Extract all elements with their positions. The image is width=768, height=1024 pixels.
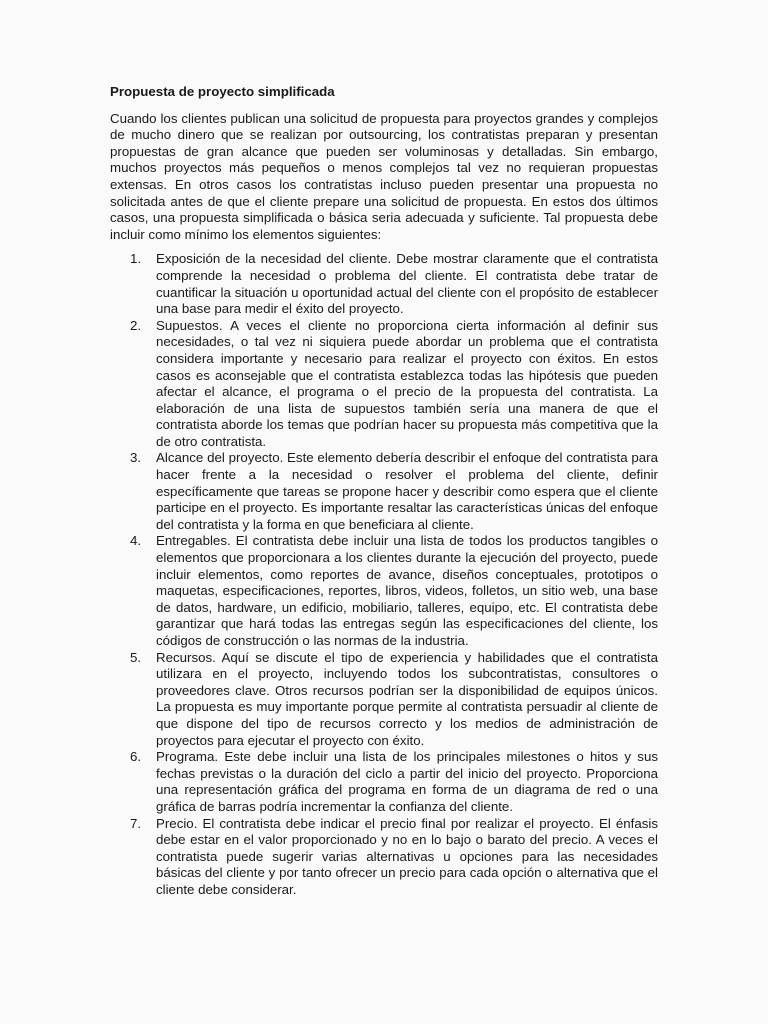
list-item-number: 2. <box>130 317 142 333</box>
list-item <box>110 650 658 750</box>
list-item-text: Supuestos. A veces el cliente no proporciona cierta información al definir sus necesidades, o tal vez ni siquiera puede abordar un problema que el contratista considera importante y necesario para realizar el proyecto con éxitos. En estos casos es aconsejable que el contratista establezca todas las hipótesis que pueden afectar el alcance, el programa o el precio de la propuesta del contratista. La elaboración de una lista de supuestos también sería una manera de que el contratista aborde los temas que podrían hacer su propuesta más competitiva que la de otro contratista. <box>156 317 658 449</box>
list-item-number: 7. <box>130 815 142 831</box>
list-item <box>110 749 658 815</box>
list-item-text: Exposición de la necesidad del cliente. Debe mostrar claramente que el contratista comprende la necesidad o problema del cliente. El contratista debe tratar de cuantificar la situación u oportunidad actual del cliente con el propósito de establecer una base para medir el éxito del proyecto. <box>156 251 658 317</box>
list-item <box>110 816 658 899</box>
elements-list <box>110 251 658 898</box>
intro-paragraph: Cuando los clientes publican una solicitud de propuesta para proyectos grandes y complejos de mucho dinero que se realizan por outsourcing, los contratistas preparan y presentan propuestas de gran alcance que pueden ser voluminosas y detalladas. Sin embargo, muchos proyectos más pequeños o menos complejos tal vez no requieran propuestas extensas. En otros casos los contratistas incluso pueden presentar una propuesta no solicitada antes de que el cliente prepare una solicitud de propuesta. En estos dos últimos casos, una propuesta simplificada o básica seria adecuada y suficiente. Tal propuesta debe incluir como mínimo los elementos siguientes: <box>110 110 658 242</box>
list-item-text: Recursos. Aquí se discute el tipo de experiencia y habilidades que el contratista utilizara en el proyecto, incluyendo todos los subcontratistas, consultores o proveedores clave. Otros recursos podrían ser la disponibilidad de equipos únicos. La propuesta es muy importante porque permite al contratista persuadir al cliente de que dispone del tipo de recursos correcto y los medios de administración de proyectos para ejecutar el proyecto con éxito. <box>156 649 658 748</box>
list-item-number: 6. <box>130 749 142 765</box>
list-item-text: Alcance del proyecto. Este elemento debería describir el enfoque del contratista para hacer frente a la necesidad o resolver el problema del cliente, definir específicamente que tareas se propone hacer y describir como espera que el cliente participe en el proyecto. Es importante resaltar las características únicas del enfoque del contratista y la forma en que beneficiara al cliente. <box>156 450 658 532</box>
document-title: Propuesta de proyecto simplificada <box>110 84 335 99</box>
list-item-number: 4. <box>130 533 142 549</box>
list-item <box>110 318 658 451</box>
document-body <box>110 84 658 899</box>
list-item-number: 3. <box>130 450 142 466</box>
list-item-text: Programa. Este debe incluir una lista de los principales milestones o hitos y sus fechas previstas o la duración del ciclo a partir del inicio del proyecto. Proporciona una representación gráfica del programa en forma de un diagrama de red o una gráfica de barras podría incrementar la confianza del cliente. <box>156 749 658 814</box>
list-item-text: Precio. El contratista debe indicar el precio final por realizar el proyecto. El énfasis debe estar en el valor proporcionado y no en lo bajo o barato del precio. A veces el contratista puede sugerir varias alternativas u opciones para las necesidades básicas del cliente y por tanto ofrecer un precio para cada opción o alternativa que el cliente debe considerar. <box>156 815 658 897</box>
list-item-number: 1. <box>130 251 142 267</box>
list-item <box>110 533 658 649</box>
list-item <box>110 251 658 317</box>
list-item-text: Entregables. El contratista debe incluir una lista de todos los productos tangibles o elementos que proporcionara a los clientes durante la ejecución del proyecto, puede incluir elementos, como reportes de avance, diseños conceptuales, prototipos o maquetas, especificaciones, reportes, libros, videos, folletos, un sitio web, una base de datos, hardware, un edificio, mobiliario, talleres, equipo, etc. El contratista debe garantizar que hará todas las entregas según las especificaciones del cliente, los códigos de construcción o las normas de la industria. <box>156 533 658 648</box>
list-item-number: 5. <box>130 649 142 665</box>
list-item <box>110 450 658 533</box>
